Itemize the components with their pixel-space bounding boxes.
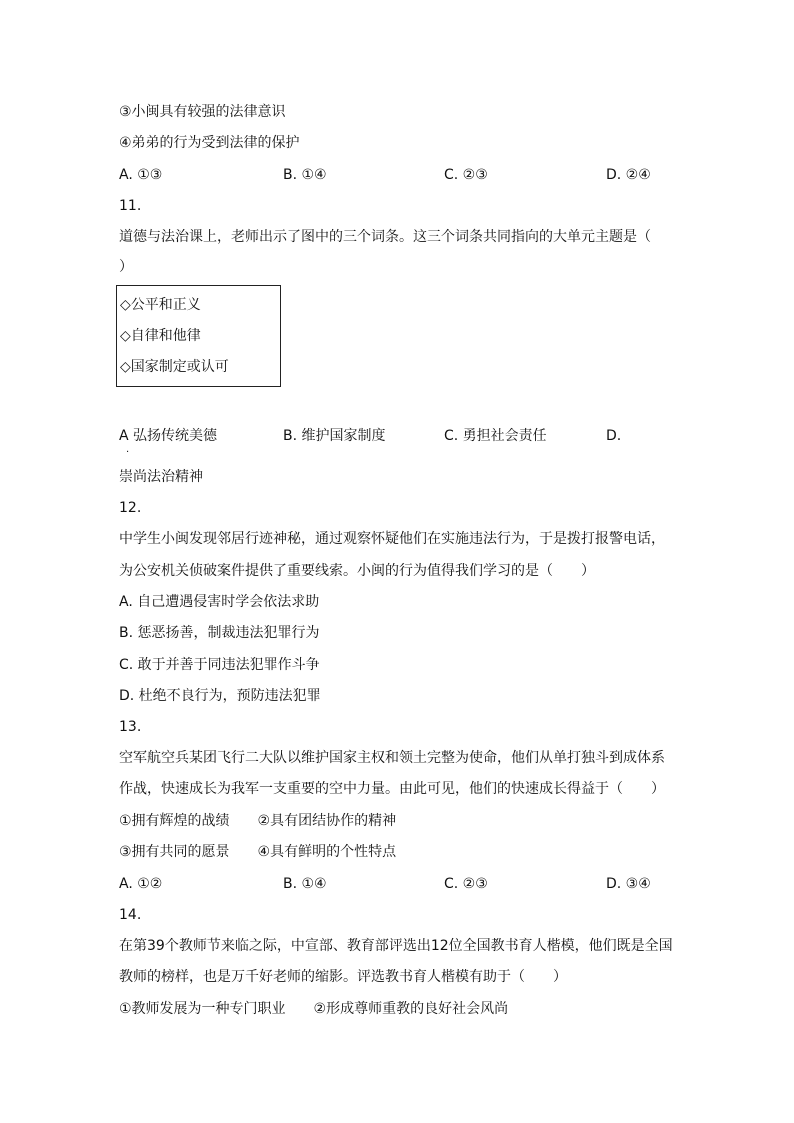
q14-statements-row1: ①教师发展为一种专门职业 ②形成尊师重教的良好社会风尚 (119, 1001, 509, 1017)
q10-option-b: B. ①④ (283, 167, 327, 183)
q11-option-d-text: 崇尚法治精神 (119, 469, 203, 485)
q10-option-d: D. ②④ (606, 167, 651, 183)
q12-stem-line2: 为公安机关侦破案件提供了重要线索。小闽的行为值得我们学习的是（ ） (119, 563, 595, 579)
q14-stem-line2: 教师的榜样，也是万千好老师的缩影。评选教书育人楷模有助于（ ） (119, 969, 567, 985)
q14-number: 14. (119, 907, 142, 923)
q13-option-c: C. ②③ (444, 876, 488, 892)
q13-option-d: D. ③④ (606, 876, 651, 892)
q12-option-a: A. 自己遭遇侵害时学会依法求助 (119, 594, 320, 610)
q13-stem-line1: 空军航空兵某团飞行二大队以维护国家主权和领土完整为使命，他们从单打独斗到成体系 (119, 750, 665, 766)
q13-statements-row2: ③拥有共同的愿景 ④具有鲜明的个性特点 (119, 844, 397, 860)
q10-statement-4: ④弟弟的行为受到法律的保护 (119, 135, 300, 151)
q12-option-b: B. 惩恶扬善，制裁违法犯罪行为 (119, 625, 320, 641)
q13-statements-row1: ①拥有辉煌的战绩 ②具有团结协作的精神 (119, 813, 397, 829)
q11-stem-line1: 道德与法治课上，老师出示了图中的三个词条。这三个词条共同指向的大单元主题是（ (119, 229, 651, 245)
q11-term-2: ◇自律和他律 (120, 328, 201, 344)
q11-stem-line2: ） (119, 259, 133, 275)
q13-stem-line2: 作战，快速成长为我军一支重要的空中力量。由此可见，他们的快速成长得益于（ ） (119, 781, 665, 797)
q10-statement-3: ③小闽具有较强的法律意识 (119, 104, 286, 120)
q11-term-1: ◇公平和正义 (120, 297, 201, 313)
q11-number: 11. (119, 198, 142, 214)
q11-term-box (116, 285, 281, 387)
q13-number: 13. (119, 719, 142, 735)
q11-term-3: ◇国家制定或认可 (120, 359, 229, 375)
q11-option-a-dot: . (126, 444, 130, 455)
q14-stem-line1: 在第39个教师节来临之际，中宣部、教育部评选出12位全国教书育人楷模，他们既是全国 (119, 938, 673, 954)
q11-option-d-label: D. (606, 428, 622, 444)
q10-option-a: A. ①③ (119, 167, 163, 183)
q10-option-c: C. ②③ (444, 167, 488, 183)
q11-option-b: B. 维护国家制度 (283, 428, 386, 444)
q12-option-d: D. 杜绝不良行为，预防违法犯罪 (119, 688, 321, 704)
q12-number: 12. (119, 500, 142, 516)
q13-option-b: B. ①④ (283, 876, 327, 892)
q12-option-c: C. 敢于并善于同违法犯罪作斗争 (119, 657, 320, 673)
q13-option-a: A. ①② (119, 876, 163, 892)
q12-stem-line1: 中学生小闽发现邻居行迹神秘，通过观察怀疑他们在实施违法行为，于是拨打报警电话， (119, 531, 665, 547)
q11-option-a: A 弘扬传统美德 (119, 428, 218, 444)
q11-option-c: C. 勇担社会责任 (444, 428, 547, 444)
